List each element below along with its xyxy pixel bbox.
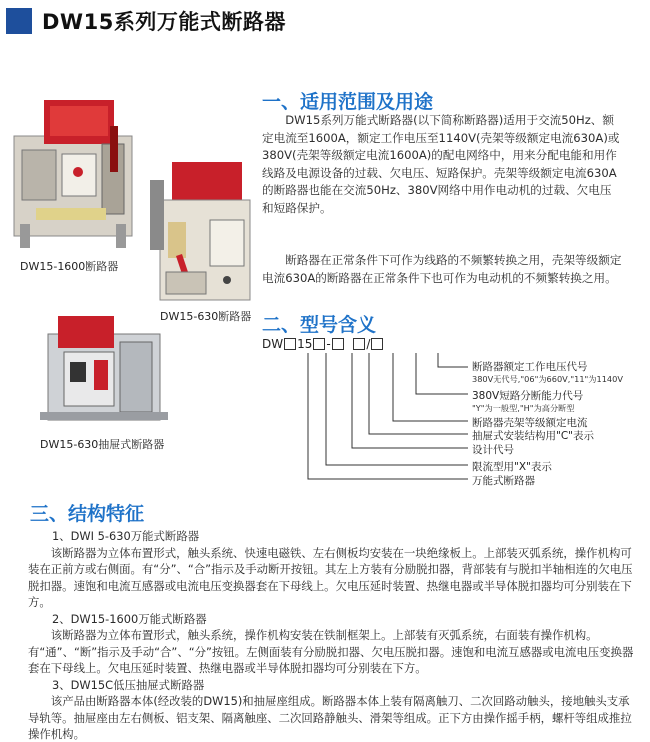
- structure-item-1-title: 1、DWI 5-630万能式断路器: [52, 529, 200, 543]
- model-leader-lines: [262, 337, 650, 487]
- code-box-frame-current: [332, 338, 344, 350]
- scope-paragraph-2: 断路器在正常条件下可作为线路的不频繁转换之用，壳架等级额定电流630A的断路器在正常条件下也可作为电动机的不频繁转换之用。: [262, 253, 622, 285]
- photo-dw15-630-drawer: [40, 312, 168, 430]
- label-voltage-detail: 380V无代号,"06"为660V,"11"为1140V: [472, 374, 623, 384]
- structure-item-2-title: 2、DW15-1600万能式断路器: [52, 611, 207, 626]
- model-code: [262, 337, 384, 351]
- scope-paragraph-1: DW15系列万能式断路器(以下简称断路器)适用于交流50Hz、额定电流至1600A，额定工作电压至1140V(壳架等级额定电流630A)或380V(壳架等级额定电流1600A)的配电网络中，用来分配电能和用作线路及电源设备的过载、欠电压、短路保护。壳架等级额定电流630A的断路器也能在交流50Hz、380V网络中用作电动机的过载、欠电压和短路保护。: [262, 113, 620, 215]
- structure-item-3-text: 该产品由断路器本体(经改装的DW15)和抽屉座组成。断路器本体上装有隔离触刀、二次回路动触头，接地触头支承导轨等。抽屉座由左右侧板、铝支架、隔离触座、二次回路静触头、滑架等组成。正下方由操作摇手柄，螺杆等组成推拉操作机构。: [28, 694, 632, 741]
- code-separator: -: [326, 337, 331, 351]
- section-heading-structure: 三、结构特征: [30, 503, 145, 525]
- code-box-voltage: [371, 338, 383, 350]
- structure-list: [28, 528, 636, 742]
- label-universal-breaker: 万能式断路器: [472, 475, 535, 487]
- code-slash: /: [366, 337, 371, 351]
- page-header: [6, 6, 286, 36]
- code-prefix: DW: [262, 337, 284, 351]
- title-square-mark: [6, 8, 32, 34]
- section-heading-model: 二、型号含义: [262, 314, 377, 336]
- label-design-code: 设计代号: [472, 444, 514, 456]
- code-box-limiting: [284, 338, 296, 350]
- model-code-diagram: [262, 337, 650, 487]
- caption-dw15-630-drawer: DW15-630抽屉式断路器: [40, 438, 165, 451]
- section-heading-scope: 一、适用范围及用途: [262, 91, 434, 113]
- code-design-number: 15: [297, 337, 313, 351]
- label-drawer-type: 抽屉式安装结构用"C"表示: [472, 430, 594, 442]
- structure-item-3-title: 3、DW15C低压抽屉式断路器: [52, 677, 205, 692]
- code-box-drawer: [313, 338, 325, 350]
- label-voltage-code: 断路器额定工作电压代号: [472, 361, 588, 373]
- caption-dw15-1600: DW15-1600断路器: [20, 260, 119, 273]
- caption-dw15-630: DW15-630断路器: [160, 310, 252, 323]
- photo-dw15-1600: [6, 96, 151, 254]
- label-current-limiting: 限流型用"X"表示: [472, 461, 552, 473]
- label-frame-current: 断路器壳架等级额定电流: [472, 417, 588, 429]
- label-breaking-code: 380V短路分断能力代号: [472, 390, 584, 402]
- page-title: DW15系列万能式断路器: [42, 10, 286, 34]
- code-box-breaking-capacity: [353, 338, 365, 350]
- label-breaking-detail: "Y"为一般型,"H"为高分断型: [472, 403, 575, 413]
- structure-item-2-text: 该断路器为立体布置形式，触头系统，操作机构安装在铁制框架上。上部装有灭弧系统，右面装有操作机构。有“通”、“断”指示及手动“合”、“分”按钮。左侧面装有分励脱扣器、欠电压脱扣器。速饱和电流互感器或电流电压变换器套在下母线上。欠电压延时装置、热继电器或半导体脱扣器均可分别装在下方。: [28, 628, 634, 675]
- photo-dw15-630: [150, 160, 258, 310]
- structure-item-1-text: 该断路器为立体布置形式，触头系统、快速电磁铁、左右侧板均安装在一块绝缘板上。上部装灭弧系统，操作机构可装在正前方或右侧面。有“分”、“合”指示及手动断开按钮。其左上方装有分励脱扣器，背部装有与脱扣半轴相连的欠电压脱扣器。速饱和电流互感器或电流电压变换器套在下母线上。欠电压延时装置、热继电器或半导体脱扣器均可分别装在下方。: [28, 545, 633, 609]
